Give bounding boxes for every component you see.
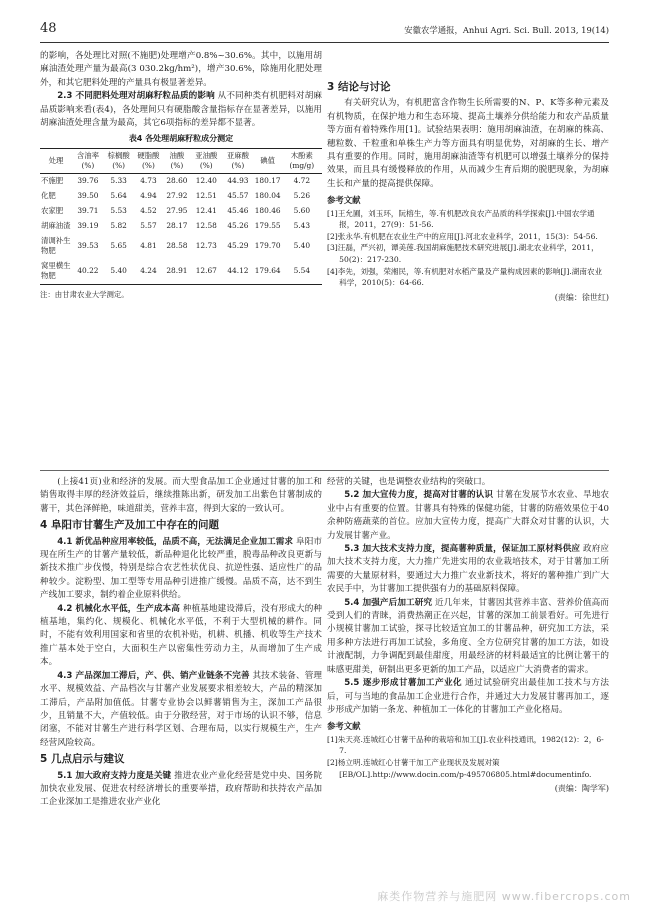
section-text: 从不同种类有机肥料对胡麻品质影响来看(表4)，各处理间只有硬脂酸含量指标存在显著差异，以施用胡麻油渣处理含量为最高，其它6项指标的差异都不显著。 — [40, 91, 322, 129]
right-top-column — [327, 78, 609, 304]
table-cell: 180.17 — [254, 176, 281, 186]
editor-note: (责编：陶学军) — [554, 784, 609, 794]
table-cell: 清调补生物肥 — [41, 236, 71, 256]
table-cell: 39.53 — [77, 241, 99, 251]
reference-item: [4]李先，刘强，荣湘民，等.有机肥对水稻产量及产量构成因素的影响[J].湖南农业科学，2010(5)：64-66. — [327, 266, 603, 288]
table-cell: 4.52 — [140, 206, 157, 216]
section-5-2 — [327, 489, 609, 543]
table-cell: 12.51 — [195, 191, 217, 201]
section-text: 种植基地建设滞后，没有形成大的种植基地，集约化、规模化、机械化水平低，不利于大型机械的耕作。同时，不能有效利用国家和省里的农机补贴，机耕、机播、机收等生产技术推广基本处于空白，大面积生产以密集性劳动力主，从而增加了生产成本。 — [40, 603, 322, 668]
section-5-4 — [327, 597, 609, 677]
section-5-1 — [40, 770, 322, 810]
table-cell: 化肥 — [41, 191, 56, 201]
table-cell: 5.40 — [293, 241, 311, 251]
article-divider — [40, 470, 609, 471]
table-cell: 44.93 — [227, 176, 249, 186]
reference-item: [2]杨立明.连城红心甘薯干加工产业现状及发展对策[EB/OL].http://www.docin.com/p-495706805.html#documentinfo. — [327, 757, 592, 779]
table-header-cell: 碘值 — [260, 155, 276, 165]
table-cell: 45.57 — [227, 191, 249, 201]
table-cell: 27.92 — [166, 191, 188, 201]
table-header-cell: 油酸(%) — [169, 150, 185, 170]
left-bottom-column — [40, 476, 322, 810]
references-title: 参考文献 — [327, 195, 361, 206]
page-number: 48 — [40, 21, 57, 36]
table-cell: 12.41 — [195, 206, 217, 216]
section-text: 通过试验研究出最佳加工技术与方法后，可与当地的食品加工企业进行合作，并通过大力发展甘薯再加工，逐步形成产加销一条龙、种植加工一体化的甘薯加工产业化格局。 — [327, 678, 609, 715]
table-row — [40, 259, 322, 285]
table-row — [40, 234, 322, 259]
references-title: 参考文献 — [327, 721, 361, 732]
table-cell: 不施肥 — [41, 176, 64, 186]
table-cell: 5.26 — [293, 191, 311, 201]
table-cell: 12.67 — [195, 266, 217, 276]
section-4-title: 4 阜阳市甘薯生产及加工中存在的问题 — [40, 519, 219, 532]
section-title: 2.3 不同肥料处理对胡麻籽粒品质的影响 — [57, 91, 215, 102]
table-header-cell: 亚油酸(%) — [195, 150, 218, 170]
table-cell: 5.40 — [110, 266, 127, 276]
table-cell: 窝里横生物肥 — [41, 261, 71, 281]
body-paragraph: 经营的关键，也是调整农业结构的突破口。 — [327, 477, 491, 487]
table-row — [40, 189, 322, 204]
table-cell: 39.76 — [77, 176, 99, 186]
table-header-cell: 硬脂酸(%) — [137, 150, 160, 170]
section-5-3 — [327, 543, 609, 597]
table-cell: 5.54 — [293, 266, 311, 276]
table-cell: 5.43 — [293, 221, 311, 231]
section-text: 近几年来，甘薯因其营养丰富、营养价值高而受到人们的青睐，消费热潮正在兴起，甘薯的深加工前景看好。可先进行小规模甘薯加工试验，探寻比较适宜加工的甘薯品种，研究加工方法，采用多种方法进行再加工试验，多角度、全方位研究甘薯的加工方法，如设计液配制，力争调配到最佳甜度，用最经济的材料最适宜的比例让薯干的味感更甜美，研制出更多更新的加工产品，以适应广大消费者的需求。 — [327, 597, 609, 675]
table-cell: 180.46 — [254, 206, 281, 216]
section-title: 4.3 产品深加工滞后，产、供、销产业链条不完善 — [57, 670, 250, 681]
table-cell: 农家肥 — [41, 206, 64, 216]
table-cell: 180.04 — [254, 191, 281, 201]
table-cell: 45.26 — [227, 221, 249, 231]
table-cell: 28.60 — [166, 176, 188, 186]
section-text: 阜阳市现在所生产的甘薯产量较低，新品种退化比较严重，脱毒品种改良更新与新技术推广步伐慢，特别是综合农艺性状优良、抗逆性强、适应性广的品种较少。淀粉型、加工型等专用品种引进推广缓慢。品质不高，达不到生产线加工要求，制约着企业原料供给。 — [40, 536, 322, 601]
table-header-row — [40, 148, 322, 173]
table-cell: 45.46 — [227, 206, 249, 216]
table-cell: 179.64 — [254, 266, 281, 276]
table-cell: 45.29 — [227, 241, 249, 251]
site-watermark: 麻类作物营养与施肥网 www.fibercrops.com — [377, 889, 631, 903]
table-cell: 39.50 — [77, 191, 99, 201]
table-cell: 28.58 — [166, 241, 188, 251]
section-text: 甘薯在发展节水农业、旱地农业中占有重要的位置。甘薯具有特殊的保健功能，甘薯的防癌效果位于40余种防癌蔬菜的首位。应加大宣传力度，提高广大群众对甘薯的认识，大力发展甘薯产业。 — [327, 490, 609, 541]
body-paragraph: 的影响，各处理比对照(不施肥)处理增产0.8%~30.6%。其中，以施用胡麻油渣处理产量为最高(3 030.2kg/hm²)，增产30.6%，除施用化肥处理外，和其它肥料处理的产量具有极显著差异。 — [40, 51, 322, 88]
table-cell: 179.70 — [254, 241, 281, 251]
table-header-cell: 处理 — [48, 155, 64, 165]
section-title: 5.1 加大政府支持力度是关键 — [57, 770, 172, 781]
table-cell: 5.53 — [110, 206, 127, 216]
section-4-3 — [40, 670, 322, 750]
table-header-cell: 含油率(%) — [76, 150, 99, 170]
editor-note: (责编：徐世红) — [554, 292, 609, 302]
table-cell: 12.58 — [195, 221, 217, 231]
table-cell: 179.55 — [254, 221, 281, 231]
table-cell: 5.57 — [140, 221, 157, 231]
section-text: 政府应加大技术支持力度，大力推广先进实用的农业栽培技术，对于甘薯加工所需要的大量原材料，要通过大力推广农业新技术，将好的薯种推广到广大农民手中，为甘薯加工提供强有力的基础原料保障。 — [327, 544, 609, 595]
section-title: 5.5 逐步形成甘薯加工产业化 — [344, 678, 462, 689]
table-header-cell: 亚麻酸(%) — [226, 150, 249, 170]
reference-item: [1]朱天亮.连城红心甘薯干品种的栽培和加工[J].农业科技通讯，1982(12)：2，6-7. — [327, 734, 604, 756]
section-title: 5.3 加大技术支持力度，提高薯种质量，保证加工原材料供应 — [344, 544, 581, 555]
body-paragraph: (上接41页)业和经济的发展。而大型食品加工企业通过甘薯的加工和销售取得丰厚的经济效益后，继续推陈出新，研发加工出紫色甘薯制成的薯干，其色泽鲜艳，味道甜美，营养丰富，得到大家的一致认可。 — [40, 477, 322, 514]
table-cell: 5.64 — [110, 191, 127, 201]
table-cell: 胡麻油渣 — [41, 221, 71, 231]
section-title: 5.2 加大宣传力度，提高对甘薯的认识 — [344, 490, 494, 501]
section-title: 5.4 加强产后加工研究 — [344, 597, 433, 608]
table-cell: 5.33 — [110, 176, 127, 186]
section-title: 4.1 新优品种应用率较低，品质不高，无法满足企业加工需求 — [57, 536, 294, 547]
body-paragraph: 有关研究认为，有机肥富含作物生长所需要的N、P、K等多种元素及有机物质，在保护地力和生态环境、提高土壤养分供给能力和农产品质量等方面有着特殊作用[1]。试验结果表明：施用胡麻油渣，在胡麻的株高、穗粒数、千粒重和单株生产力等方面具有明显优势，对胡麻的生长、增产具有重要的作用。同时，施用胡麻油渣等有机肥可以增强土壤养分的保持效果，而且具有缓慢释放的作用，从而减少生育后期的脱肥现象，为胡麻生长和产量的提高提供保障。 — [327, 98, 609, 189]
table-cell: 28.91 — [166, 266, 188, 276]
table-cell: 5.82 — [110, 221, 127, 231]
composition-table — [40, 148, 322, 285]
table-header-cell: 木酚素(mg/g) — [289, 150, 315, 170]
table-row — [40, 219, 322, 234]
header-rule — [40, 42, 609, 43]
table-cell: 39.71 — [77, 206, 99, 216]
table-cell: 27.95 — [166, 206, 188, 216]
table-cell: 4.72 — [293, 176, 311, 186]
section-text: 推进农业产业化经营是党中央、国务院加快农业发展、促进农村经济增长的重要举措，政府帮助和扶持农产品加工企业深加工是推进农业产业化 — [40, 770, 322, 808]
table-row — [40, 173, 322, 189]
section-title: 4.2 机械化水平低，生产成本高 — [57, 603, 180, 614]
running-header: 安徽农学通报，Anhui Agri. Sci. Bull. 2013, 19(14) — [404, 25, 609, 35]
section-5-5 — [327, 677, 609, 717]
table-cell: 39.19 — [77, 221, 99, 231]
table-cell: 44.12 — [227, 266, 249, 276]
table-header-cell: 棕榈酸(%) — [107, 150, 130, 170]
table-caption: 表4 各处理胡麻籽粒成分测定 — [128, 134, 234, 144]
section-text: 其技术装备、管理水平、规模效益、产品档次与甘薯产业发展要求相差较大，产品的精深加工滞后，产品附加值低。甘薯专业协会以鲜薯销售为主，深加工产品很少，且销量不大，产值较低。由于分散经营，对于市场的认识不够，信息闭塞，不能对甘薯生产进行科学区划、合理布局，以实行规模生产，生产经营风险较高。 — [40, 670, 322, 748]
table-cell: 12.73 — [195, 241, 217, 251]
section-3-title: 3 结论与讨论 — [327, 81, 391, 93]
section-4-2 — [40, 603, 322, 670]
table-note: 注：由甘肃农业大学测定。 — [40, 289, 129, 299]
section-5-title: 5 几点启示与建议 — [40, 753, 125, 766]
table-cell: 4.94 — [140, 191, 157, 201]
table-cell: 5.65 — [110, 241, 127, 251]
table-cell: 12.40 — [195, 176, 217, 186]
table-row — [40, 204, 322, 219]
table-cell: 4.73 — [140, 176, 157, 186]
table-cell: 4.24 — [140, 266, 157, 276]
table-cell: 40.22 — [77, 266, 99, 276]
table-cell: 5.60 — [293, 206, 311, 216]
table-cell: 28.17 — [166, 221, 188, 231]
right-bottom-column — [327, 476, 609, 796]
table-cell: 4.81 — [140, 241, 157, 251]
section-4-1 — [40, 536, 322, 603]
left-top-column — [40, 50, 322, 301]
reference-item: [2]张永华.有机肥在农业生产中的应用[J].河北农业科学，2011，15(3)：54-56. — [327, 231, 598, 241]
reference-item: [1]王允圃，刘玉环，阮榕生，等.有机肥改良农产品质的科学探索[J].中国农学通报，2011，27(9)：51-56. — [327, 208, 595, 230]
section-2-3 — [40, 90, 322, 130]
reference-item: [3]汪磊，严兴初，谭美莲.我国胡麻施肥技术研究进展[J].湖北农业科学，2011，50(2)：217-230. — [327, 243, 599, 265]
